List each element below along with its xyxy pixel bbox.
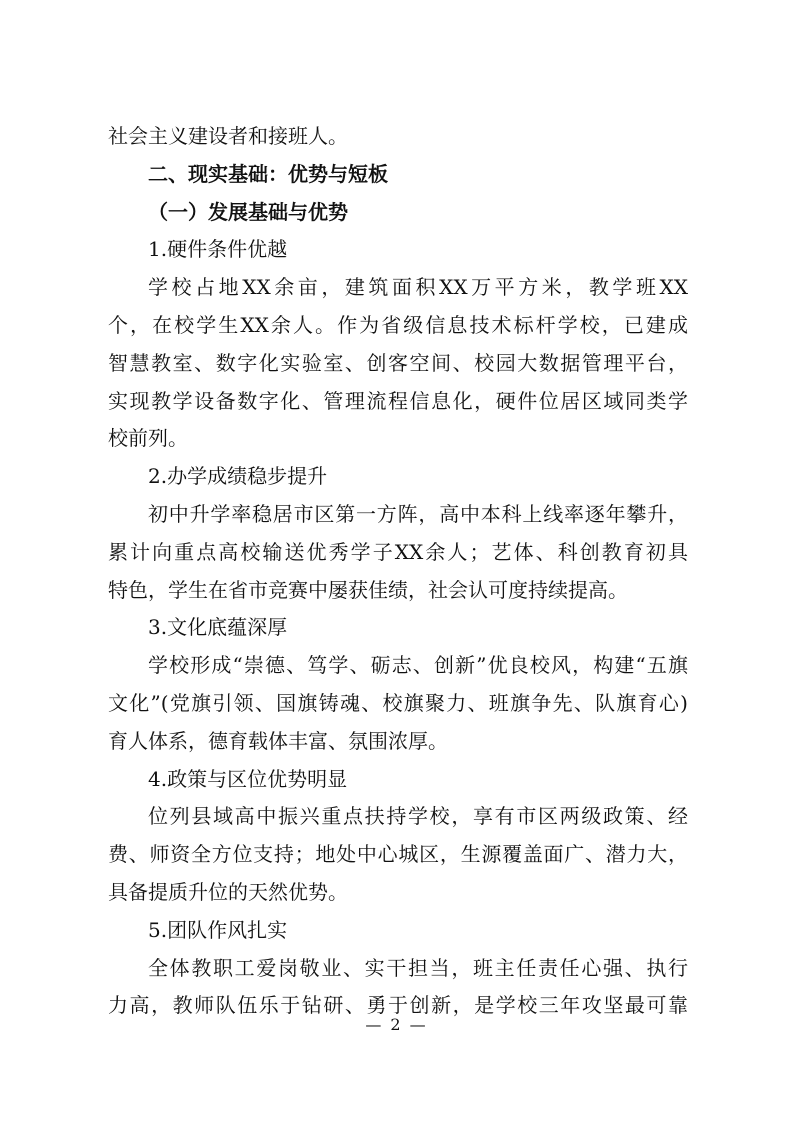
document-body <box>108 118 688 1025</box>
body-line: 学校占地XX余亩，建筑面积XX万平方米，教学班XX <box>148 275 688 300</box>
body-line: 全体教职工爱岗敬业、实干担当，班主任责任心强、执行 <box>148 955 688 980</box>
item-heading: 5.团队作风扎实 <box>148 917 288 942</box>
body-line: 位列县域高中振兴重点扶持学校，享有市区两级政策、经 <box>148 804 688 829</box>
body-line: 累计向重点高校输送优秀学子XX余人；艺体、科创教育初具 <box>108 539 688 564</box>
body-line: 智慧教室、数字化实验室、创客空间、校园大数据管理平台， <box>108 350 688 375</box>
item-heading: 1.硬件条件优越 <box>148 237 288 262</box>
body-line: 力高，教师队伍乐于钻研、勇于创新，是学校三年攻坚最可靠 <box>108 993 688 1018</box>
body-line: 育人体系，德育载体丰富、氛围浓厚。 <box>108 728 448 753</box>
body-line: 费、师资全方位支持；地处中心城区，生源覆盖面广、潜力大， <box>108 842 688 867</box>
item-heading: 2.办学成绩稳步提升 <box>148 464 328 489</box>
body-line: 实现教学设备数字化、管理流程信息化，硬件位居区域同类学 <box>108 388 688 413</box>
item-heading: 4.政策与区位优势明显 <box>148 766 348 791</box>
page-number: — 2 — <box>365 1015 428 1034</box>
body-line: 文化”(党旗引领、国旗铸魂、校旗聚力、班旗争先、队旗育心) <box>108 690 688 715</box>
body-line: 社会主义建设者和接班人。 <box>108 124 348 148</box>
body-line: 初中升学率稳居市区第一方阵，高中本科上线率逐年攀升， <box>148 501 688 526</box>
body-line: 校前列。 <box>108 426 188 451</box>
body-line: 特色，学生在省市竞赛中屡获佳绩，社会认可度持续提高。 <box>108 577 628 602</box>
body-line: 个，在校学生XX余人。作为省级信息技术标杆学校，已建成 <box>108 312 688 337</box>
subsection-heading: （一）发展基础与优势 <box>148 199 348 224</box>
section-heading: 二、现实基础：优势与短板 <box>148 161 388 186</box>
item-heading: 3.文化底蕴深厚 <box>148 615 288 640</box>
body-line: 学校形成“崇德、笃学、砺志、创新”优良校风，构建“五旗 <box>148 653 688 678</box>
body-line: 具备提质升位的天然优势。 <box>108 879 348 904</box>
